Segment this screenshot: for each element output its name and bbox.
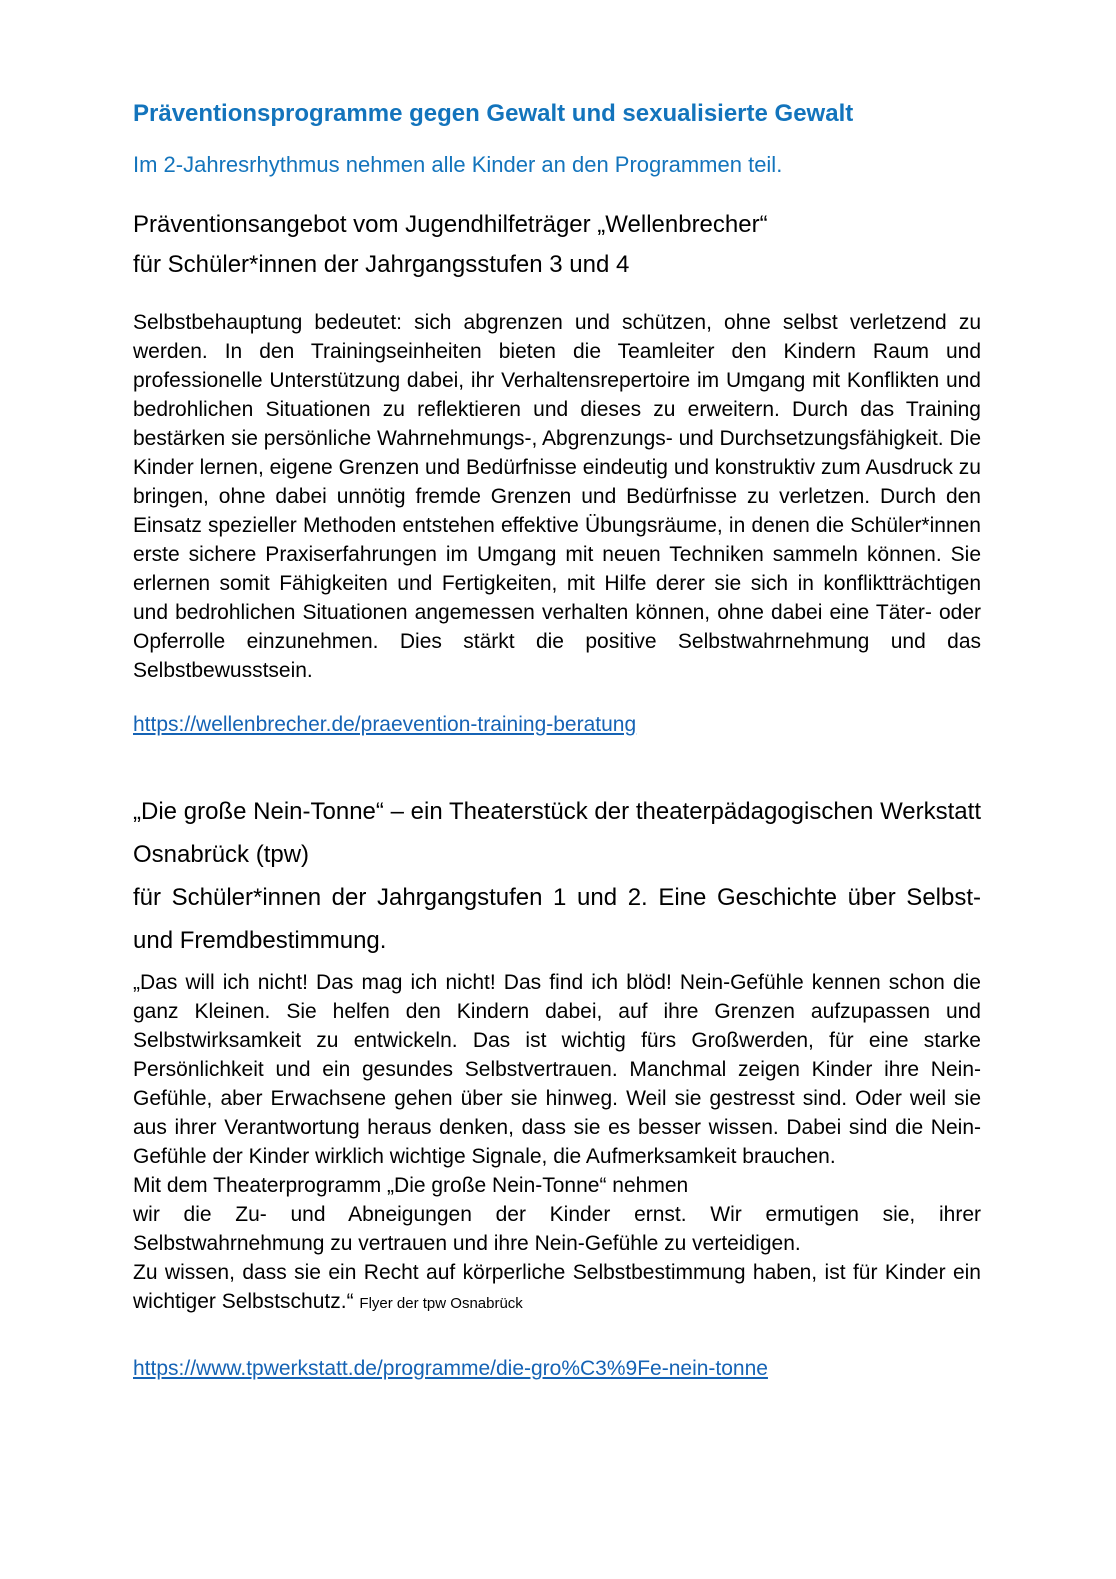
section1-body: Selbstbehauptung bedeutet: sich abgrenzen und schützen, ohne selbst verletzend zu werden. In den Trainingseinheiten bieten die Teamleiter den Kindern Raum und professionelle Unterstützung dabei, ihr Verhaltensrepertoire im Umgang mit Konflikten und bedrohlichen Situationen zu reflektieren und dieses zu erweitern. Durch das Training bestärken sie persönliche Wahrnehmungs-, Abgrenzungs- und Durchsetzungsfähigkeit. Die Kinder lernen, eigene Grenzen und Bedürfnisse eindeutig und konstruktiv zum Ausdruck zu bringen, ohne dabei unnötig fremde Grenzen und Bedürfnisse zu verletzen. Durch den Einsatz spezieller Methoden entstehen effektive Übungsräume, in denen die Schüler*innen erste sichere Praxiserfahrungen im Umgang mit neuen Techniken sammeln können. Sie erlernen somit Fähigkeiten und Fertigkeiten, mit Hilfe derer sie sich in konfliktträchtigen und bedrohlichen Situationen angemessen verhalten können, ohne dabei eine Täter- oder Opferrolle einzunehmen. Dies stärkt die positive Selbstwahrnehmung und das Selbstbewusstsein. <box>133 311 981 682</box>
section2-link-line <box>133 1354 981 1383</box>
intro-line: Im 2-Jahresrhythmus nehmen alle Kinder an den Programmen teil. <box>133 152 783 177</box>
section2-body-para3: wir die Zu- und Abneigungen der Kinder ernst. Wir ermutigen sie, ihrer Selbstwahrnehmung zu vertrauen und ihre Nein-Gefühle zu verteidigen. <box>133 1203 981 1255</box>
section2-heading-line1: „Die große Nein-Tonne“ – ein Theaterstück der theaterpädagogischen Werkstatt Osnabrück (tpw) <box>133 798 981 868</box>
section1-link-line <box>133 710 981 739</box>
section2-body-para2: Mit dem Theaterprogramm „Die große Nein-Tonne“ nehmen <box>133 1174 689 1197</box>
section2-body-para4-text: Zu wissen, dass sie ein Recht auf körperliche Selbstbestimmung haben, ist für Kinder ein wichtiger Selbstschutz.“ <box>133 1261 981 1313</box>
wellenbrecher-link[interactable]: https://wellenbrecher.de/praevention-training-beratung <box>133 713 637 736</box>
section1-heading-line2: für Schüler*innen der Jahrgangsstufen 3 und 4 <box>133 251 630 278</box>
section2-body-para4 <box>133 1258 981 1318</box>
section1-heading-line1: Präventionsangebot vom Jugendhilfeträger „Wellenbrecher“ <box>133 211 768 238</box>
tpwerkstatt-link[interactable]: https://www.tpwerkstatt.de/programme/die-gro%C3%9Fe-nein-tonne <box>133 1357 768 1380</box>
section2-body-para1: „Das will ich nicht! Das mag ich nicht! Das find ich blöd! Nein-Gefühle kennen schon die ganz Kleinen. Sie helfen den Kindern dabei, auf ihre Grenzen aufzupassen und Selbstwirksamkeit zu entwickeln. Das ist wichtig fürs Großwerden, für eine starke Persönlichkeit und ein gesundes Selbstvertrauen. Manchmal zeigen Kinder ihre Nein-Gefühle, aber Erwachsene gehen über sie hinweg. Weil sie gestresst sind. Oder weil sie aus ihrer Verantwortung heraus denken, dass sie es besser wissen. Dabei sind die Nein-Gefühle der Kinder wirklich wichtige Signale, die Aufmerksamkeit brauchen. <box>133 971 981 1168</box>
section2-body <box>133 968 981 1318</box>
section2-heading <box>133 790 981 962</box>
citation-note: Flyer der tpw Osnabrück <box>359 1295 523 1312</box>
section1-heading <box>133 205 981 285</box>
section2-heading-line2: für Schüler*innen der Jahrgangstufen 1 und 2. Eine Geschichte über Selbst- und Fremdbestimmung. <box>133 884 981 954</box>
page-title: Präventionsprogramme gegen Gewalt und sexualisierte Gewalt <box>133 100 854 127</box>
